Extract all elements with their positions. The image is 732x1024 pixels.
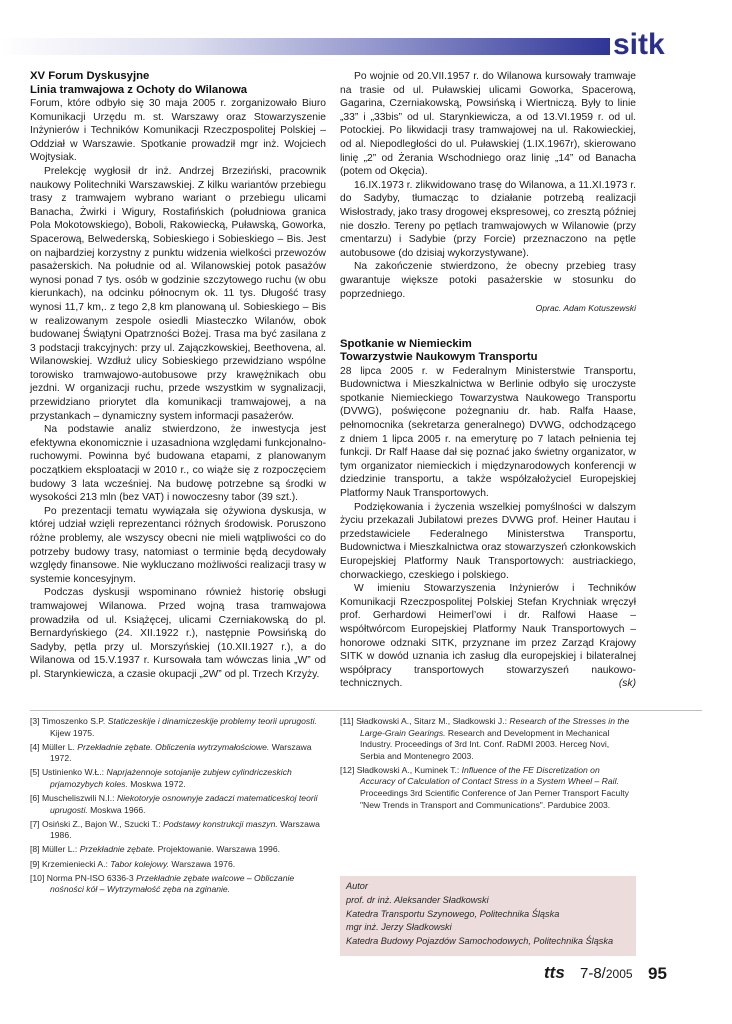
issue-year: 2005 — [605, 967, 633, 981]
reference-number: [4] — [30, 741, 40, 752]
reference-item — [340, 765, 636, 811]
article1-paragraph: 16.IX.1973 r. zlikwidowano trasę do Wilanowa, a 11.XI.1973 r. do Sadyby, tłumacząc to działanie potrzebą realizacji Wisłostrady, jako trasy drogowej ekspresowej, co zresztą później nie doszło. Tereny po pętlach tramwajowych w Wilanowie (przy cmentarzu) i Sadybie (przy Forcie) przeznaczono na pętle autobusowe (do dzisiaj wykorzystywane). — [340, 179, 636, 259]
reference-authors: Müller L. — [41, 741, 75, 752]
reference-item — [30, 767, 330, 790]
article1-paragraph: Na podstawie analiz stwierdzono, że inwestycja jest efektywna ekonomicznie i uzasadniona względami funkcjonalno-ruchowymi. Powinna być budowana etapami, z planowanym początkiem eksploatacji w 2010 r., co wiąże się z rozpoczęciem budowy 3 lata wcześniej. Na budowę potrzebne są środki w wysokości 213 mln (bez VAT) i nowoczesny tabor (39 szt.). — [30, 424, 326, 504]
article2-title-line2: Towarzystwie Naukowym Transportu — [340, 351, 538, 364]
page-number: 95 — [648, 964, 667, 983]
reference-item — [30, 819, 330, 842]
article2-paragraph: Podziękowania i życzenia wszelkiej pomyślności w dalszym życiu przekazali Jubilatowi prezes DVWG prof. Heiner Hautau i przedstawiciele Federalnego Ministerstwa Transportu, Budownictwa i Mieszkalnictwa oraz stowarzyszeń członkowskich Europejskiej Platformy Nauk Transportowych: austriackiego, chorwackiego, czeskiego i polskiego. — [340, 501, 636, 581]
reference-authors: Osiński Z., Bajon W., Szucki T.: — [41, 818, 161, 829]
right-column — [340, 70, 636, 691]
reference-item — [30, 716, 330, 739]
references-left — [30, 716, 330, 898]
page-footer — [520, 963, 700, 985]
issue-number — [580, 965, 633, 982]
reference-title: Przekładnie zębate. Obliczenia wytrzymałościowe. — [77, 741, 270, 752]
article2-end-tag: (sk) — [618, 678, 636, 690]
article2-paragraph-last — [340, 582, 636, 691]
reference-details: Projektowanie. Warszawa 1996. — [157, 844, 281, 855]
article2-paragraph-text: W imieniu Stowarzyszenia Inżynierów i Techników Komunikacji Rzeczpospolitej Polskiej Stefan Krychniak wręczył prof. Gerhardowi Heimerl’owi i dr. Ralfowi Haase – współtwórcom Europejskiej Platformy Nauk Transportowych – honorowe odznaki SITK, przyznane im przez Zarząd Krajowy SITK w dowód uznania ich zasług dla europejskiej i bilateralnej współpracy transportowych stowarzyszeń naukowo-technicznych. — [340, 583, 636, 690]
tts-logo: tts — [544, 963, 565, 982]
author-heading: Autor — [346, 881, 368, 891]
article1-paragraph: Prelekcję wygłosił dr inż. Andrzej Brzeziński, pracownik naukowy Politechniki Warszawskiej. Z kilku wariantów przebiegu trasy z tramwajem wybrano wariant o przebiegu ulicami Banacha, Żwirki i Wigury, Rostafińskich (południowa granica Pola Mokotowskiego), Boboli, Rakowiecką, Puławską, Goworka, Spacerową, Belwederską, Sobieskiego i Sobieskiego – Bis. Jest on najbardziej korzystny z punktu widzenia wielkości przewozów pasażerskich. Na południe od al. Wilanowskiej potok pasażów wynosi ponad 7 tys. osób w godzinie szczytowego ruchu (w obu kierunkach), na odcinku północnym ok. 11 tys. Długość trasy wynosi 11,7 km,. z tego 2,8 km planowaną ul. Sobieskiego – Bis w realizowanym zespole osiedli Miasteczko Wilanów, obok budowanej Świątyni Opatrzności Bożej. Trasa ma być zasilana z 3 podstacji trakcyjnych: przy ul. Zajączkowskiej, Beethovena, al. Wilanowskiej. Wzdłuż ulicy Sobieskiego przewidziano wspólne torowisko tramwajowo-autobusowe przy krawężnikach obu jezdni. W organizacji ruchu, przede wszystkim w sygnalizacji, przewidziano priorytet dla komunikacji tramwajowej, a na przystankach – dynamiczny system informacji pasażerów. — [30, 165, 326, 422]
reference-number: [9] — [30, 858, 40, 869]
article1-paragraph: Na zakończenie stwierdzono, że obecny przebieg trasy gwarantuje większe potoki pasażerskie w stosunku do poprzedniego. — [340, 261, 636, 300]
reference-item — [30, 742, 330, 765]
article1-title-line1: XV Forum Dyskusyjne — [30, 70, 150, 82]
reference-number: [10] — [30, 872, 45, 883]
author-line: mgr inż. Jerzy Sładkowski — [346, 922, 452, 933]
reference-title: Tabor kolejowy. — [110, 858, 170, 869]
article1-paragraph: Podczas dyskusji wspominano również historię obsługi tramwajowej Wilanowa. Przed wojną trasa tramwajowa prowadziła od ul. Książęcej, ulicami Czerniakowską do pl. Bernardyńskiego (24. XII.1922 r.), następnie Powsińską do Sadyby, pętla przy ul. Morszyńskiej (10.XII.1927 r.), a do Wilanowa od 15.V.1937 r. Kursowała tam wówczas linia „W” od pl. Starynkiewicza, a czasie okupacji „2W” od pl. Trzech Krzyży. — [30, 587, 326, 680]
reference-number: [8] — [30, 844, 40, 855]
reference-details: Moskwa 1966. — [90, 804, 146, 815]
reference-title: Przekładnie zębate. — [79, 844, 156, 855]
article1-paragraph: Forum, które odbyło się 30 maja 2005 r. zorganizowało Biuro Komunikacji Urzędu m. st. Warszawy oraz Stowarzyszenie Inżynierów i Techników Komunikacji Rzeczpospolitej Polskiej – Oddział w Warszawie. Spotkanie prowadził mgr inż. Wojciech Wojtysiak. — [30, 98, 326, 164]
reference-authors: Muscheliszwili N.I.: — [41, 793, 115, 804]
article1-paragraph: Po prezentacji tematu wywiązała się ożywiona dyskusja, w której udział wzięli reprezentanci różnych środowisk. Poruszono różne problemy, ale wszyscy obecni nie mieli wątpliwości co do potrzeby budowy trasy, natomiast o terminie będą decydowały względy finansowe. Nie wykluczano możliwości realizacji trasy w systemie koncesyjnym. — [30, 505, 326, 585]
reference-item — [30, 859, 330, 871]
reference-title: Niekotoryje osnownyje zadaczi matematiceskoj teorii uprugosti. — [50, 793, 318, 815]
reference-number: [11] — [340, 716, 354, 726]
reference-authors: Norma PN-ISO 6336-3 — [46, 872, 134, 883]
reference-authors: Sładkowski A., Sitarz M., Sładkowski J.: — [356, 716, 508, 726]
reference-details: Proceedings 3rd Scientific Conference of Jan Perner Transport Faculty "New Trends in Transport and Communications". Pardubice 2003. — [360, 788, 629, 810]
reference-authors: Sładkowski A., Kuminek T.: — [356, 764, 460, 775]
article1-paragraph: Po wojnie od 20.VII.1957 r. do Wilanowa kursowały tramwaje na trasie od ul. Puławskiej ulicami Goworka, Spacerową, Gagarina, Czerniakowską, Powsińską i Wiertniczą. Były to linie „33” i „33bis” od ul. Starynkiewicza, a od 13.VI.1959 r. od ul. Potockiej. Po likwidacji trasy tramwajowej na ul. Rakowieckiej, od al. Niepodległości do ul. Puławskiej (1.IX.1967r), skierowano linię „2” od Żerania Wschodniego oraz linię „14” od Banacha (potem od Okęcia). — [340, 71, 636, 178]
reference-details: Moskwa 1972. — [130, 778, 186, 789]
reference-number: [5] — [30, 767, 40, 778]
reference-authors: Ustinienko W.Ł.: — [41, 767, 105, 778]
reference-item — [30, 793, 330, 816]
reference-number: [6] — [30, 793, 40, 804]
reference-details: Research and Development in Mechanical Industry. Proceedings of 3rd Int. Conf. RaDMI 2003. Herceg Novi, Serbia and Montenegro 2003. — [360, 727, 610, 761]
reference-title: Staticzeskije i dinamiczeskije problemy teorii uprugosti. — [107, 716, 317, 726]
article1-title — [30, 70, 326, 97]
reference-title: Research of the Stresses in the Large-Grain Gearings. — [360, 716, 630, 738]
article2-title-line1: Spotkanie w Niemieckim — [340, 337, 472, 350]
reference-item — [30, 844, 330, 856]
reference-item — [340, 716, 636, 762]
reference-number: [7] — [30, 818, 40, 829]
article2-title — [340, 338, 636, 365]
header-gradient-bar — [0, 38, 610, 55]
reference-details: Warszawa 1972. — [50, 741, 312, 764]
author-line: prof. dr inż. Aleksander Sładkowski — [346, 894, 489, 905]
references-divider — [30, 710, 702, 711]
reference-authors: Krzemieniecki A.: — [41, 858, 108, 869]
article1-title-line2: Linia tramwajowa z Ochoty do Wilanowa — [30, 83, 248, 96]
reference-title: Podstawy konstrukcji maszyn. — [163, 818, 278, 829]
reference-title: Przekładnie zębate walcowe – Obliczanie nośności kół – Wytrzymałość zęba na zginanie. — [50, 872, 295, 895]
references-right — [340, 716, 636, 814]
reference-number: [3] — [30, 716, 40, 726]
reference-details: Warszawa 1986. — [50, 818, 320, 841]
left-column — [30, 70, 326, 682]
article2-paragraph: 28 lipca 2005 r. w Federalnym Ministerstwie Transportu, Budownictwa i Mieszkalnictwa w Berlinie odbyło się uroczyste spotkanie Niemieckiego Towarzystwa Naukowego Transportu (DVWG), poświęcone pożegnaniu dr. hab. Ralfa Haase, pełnomocnika (sekretarza generalnego) DVWG, odchodzącego z dniem 1 lipca 2005 r. na emeryturę po 7 latach pełnienia tej funkcji. Dr Ralf Haase dał się poznać jako świetny organizator, w tym organizator niemieckich i międzynarodowych konferencji w dziedzinie transportu, a także współzałożyciel Europejskiej Platformy Nauk Transportowych. — [340, 365, 636, 500]
reference-details: Kijew 1975. — [50, 727, 95, 738]
reference-details: Warszawa 1976. — [171, 858, 236, 869]
reference-authors: Müller L.: — [41, 844, 78, 855]
issue-label: 7-8/ — [580, 965, 606, 982]
article1-signature: Oprac. Adam Kotuszewski — [535, 303, 636, 314]
author-box — [340, 876, 636, 956]
reference-authors: Timoszenko S.P. — [41, 716, 106, 726]
sitk-logo: sitk — [612, 30, 732, 60]
author-line: Katedra Transportu Szynowego, Politechnika Śląska — [346, 908, 560, 919]
author-line: Katedra Budowy Pojazdów Samochodowych, Politechnika Śląska — [346, 936, 614, 947]
reference-title: Naprjażennoje sotojanije zubjew cylindriczeskich prjamozybych koles. — [50, 767, 292, 789]
reference-item — [30, 873, 330, 896]
reference-number: [12] — [340, 764, 355, 775]
reference-title: Influence of the FE Discretization on Accuracy of Calculation of Contact Stress in a System Wheel – Rail. — [360, 764, 619, 787]
